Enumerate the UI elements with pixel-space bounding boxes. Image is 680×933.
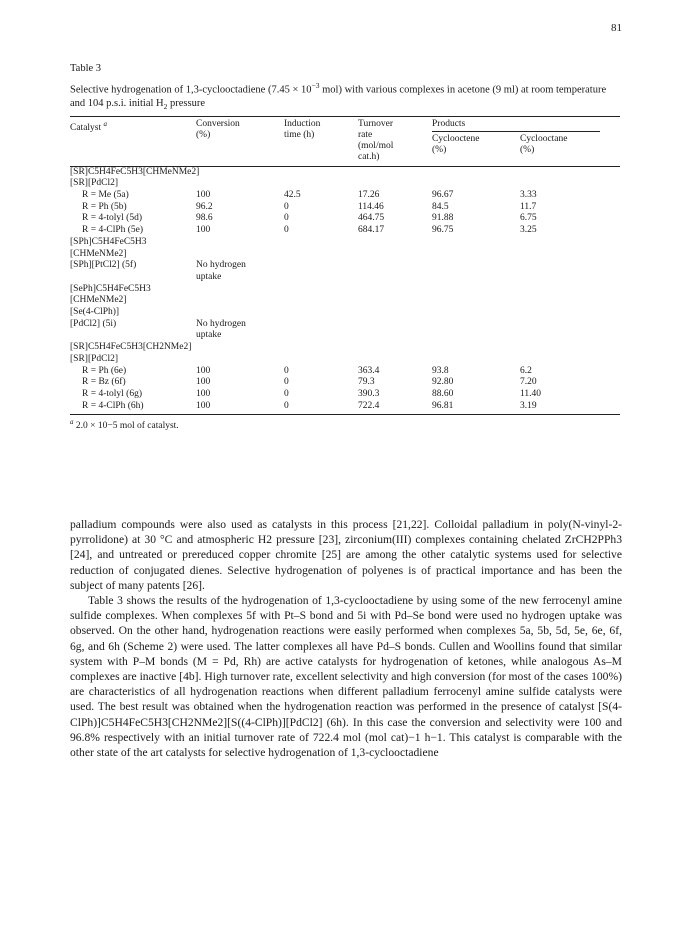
cell-cyclooctane — [520, 342, 620, 365]
cell-cyclooctene — [432, 166, 520, 190]
header-products-label: Products — [432, 119, 600, 132]
cell-conversion: 100 — [196, 388, 211, 399]
cell-turnover: 79.3 — [358, 377, 375, 388]
cell-turnover: 17.26 — [358, 190, 380, 200]
cell-catalyst — [70, 272, 196, 284]
cell-cyclooctane — [520, 284, 620, 296]
cell-induction — [284, 166, 358, 190]
cell-catalyst: R = 4-tolyl (6g) — [82, 388, 142, 399]
cell-induction — [284, 272, 358, 284]
cell-turnover — [358, 166, 432, 190]
cell-catalyst: [SR]C5H4FeC5H3[CH2NMe2][SR][PdCl2] — [70, 342, 192, 364]
cell-catalyst: [SePh]C5H4FeC5H3 — [70, 283, 151, 294]
cell-cyclooctane — [520, 330, 620, 342]
table-row — [70, 260, 620, 272]
cell-cyclooctane: 6.2 — [520, 365, 532, 376]
caption-part3: pressure — [167, 97, 205, 109]
table-row — [70, 389, 620, 401]
cell-induction: 0 — [284, 365, 289, 376]
table-row — [70, 249, 620, 261]
cell-cyclooctene: 93.8 — [432, 365, 449, 376]
cell-conversion — [196, 295, 284, 307]
table-row — [70, 342, 620, 365]
cell-catalyst: [SPh]C5H4FeC5H3 — [70, 236, 147, 247]
cell-conversion — [196, 166, 284, 190]
cell-cyclooctane: 3.25 — [520, 225, 537, 236]
header-cyclooctene: Cyclooctene (%) — [432, 133, 480, 155]
table-row — [70, 307, 620, 319]
table-row — [70, 295, 620, 307]
cell-turnover: 464.75 — [358, 213, 385, 224]
cell-cyclooctene — [432, 284, 520, 296]
cell-induction — [284, 237, 358, 249]
table-label: Table 3 — [70, 63, 102, 74]
cell-catalyst: R = Me (5a) — [82, 190, 129, 200]
cell-conversion: uptake — [196, 330, 222, 341]
cell-cyclooctene — [432, 260, 520, 272]
cell-turnover — [358, 284, 432, 296]
table-row — [70, 366, 620, 378]
caption-subscript: 2 — [163, 101, 168, 111]
cell-turnover: 684.17 — [358, 225, 385, 236]
cell-cyclooctene — [432, 319, 520, 331]
cell-cyclooctane: 6.75 — [520, 213, 537, 224]
cell-conversion — [196, 284, 284, 296]
cell-cyclooctane — [520, 307, 620, 319]
table-row — [70, 330, 620, 342]
cell-induction — [284, 249, 358, 261]
cell-cyclooctane: 3.19 — [520, 400, 537, 411]
table-footnote: $^a$ 2.0 × 10−5 mol of catalyst. — [70, 418, 179, 432]
cell-conversion — [196, 307, 284, 319]
header-induction: Induction time (h) — [284, 118, 321, 140]
cell-catalyst: R = Ph (6e) — [82, 365, 127, 376]
header-turnover: Turnover rate (mol/mol cat.h) — [358, 118, 394, 162]
cell-turnover: 722.4 — [358, 400, 380, 411]
cell-induction: 0 — [284, 377, 289, 388]
header-products — [432, 117, 620, 163]
table-row — [70, 202, 620, 214]
table-row — [70, 166, 620, 190]
cell-catalyst: R = Ph (5b) — [82, 201, 127, 212]
cell-turnover — [358, 295, 432, 307]
table-header-row — [70, 117, 620, 163]
cell-turnover — [358, 272, 432, 284]
cell-induction: 0 — [284, 201, 289, 212]
cell-turnover — [358, 249, 432, 261]
cell-turnover — [358, 307, 432, 319]
paragraph-2: Table 3 shows the results of the hydrogenation of 1,3-cyclooctadiene by using some of the new ferrocenyl amine sulfide complexes. When complexes 5f with Pt–S bond and 5i with Pd–Se bond were used no hydrogen uptake was observed. On the other hand, hydrogenation reactions were easily performed when complexes 5a, 5b, 5d, 5e, 6e, 6f, 6g, and 6h (Scheme 2) were used. The latter complexes all have Pd–S bonds. Cullen and Woollins found that similar system with P–M bonds (M = Pd, Rh) are active catalysts for hydrogenation of ketones, while analogous As–M complexes are inactive [4b]. High turnover rate, excellent selectivity and high conversion (for most of the cases 100%) are characteristics of all hydrogenation reactions when different palladium ferrocenyl amine sulfide catalysts were used. The best result was obtained when the hydrogenation reaction was performed in the presence of catalyst [S(4-ClPh)]C5H4FeC5H3[CH2NMe2][S((4-ClPh)][PdCl2] (6h). In this case the conversion and selectivity were 100 and 96.8% respectively with an initial turnover rate of 722.4 mol (mol cat)−1 h−1. This catalyst is comparable with the other state of the art catalysts for selective hydrogenation of 1,3-cyclooctadiene — [70, 594, 622, 760]
cell-catalyst: [Se(4-ClPh)] — [70, 307, 120, 318]
cell-catalyst: R = Bz (6f) — [82, 377, 126, 388]
body-text — [70, 517, 622, 760]
table-block — [70, 62, 620, 432]
cell-cyclooctane — [520, 249, 620, 261]
cell-cyclooctene — [432, 272, 520, 284]
header-conversion: Conversion (%) — [196, 118, 240, 140]
cell-cyclooctene: 84.5 — [432, 201, 449, 212]
cell-induction — [284, 342, 358, 365]
table-row — [70, 272, 620, 284]
cell-turnover — [358, 237, 432, 249]
cell-conversion: 100 — [196, 365, 211, 376]
cell-cyclooctane: 3.33 — [520, 190, 537, 200]
cell-turnover — [358, 330, 432, 342]
cell-induction: 0 — [284, 400, 289, 411]
cell-conversion: 96.2 — [196, 201, 213, 212]
cell-turnover: 114.46 — [358, 201, 384, 212]
cell-catalyst: [SPh][PtCl2] (5f) — [70, 260, 137, 271]
paragraph-1: palladium compounds were also used as catalysts in this process [21,22]. Colloidal palladium in poly(N-vinyl-2-pyrrolidone) at 30 °C and atmospheric H2 pressure [23], zirconium(III) complexes containing chelated ZrCH2PPh3 [24], and untreated or prereduced copper chromite [25] are among the other catalytic systems used for selective reduction of conjugated dienes. Selective hydrogenation of polyenes is of practical importance and has been the subject of many patents [26]. — [70, 518, 622, 592]
cell-cyclooctene — [432, 330, 520, 342]
table-body — [70, 166, 620, 412]
cell-cyclooctene: 96.67 — [432, 190, 454, 200]
table-row — [70, 401, 620, 413]
cell-conversion: No hydrogen — [196, 260, 246, 271]
caption-part1: Selective hydrogenation of 1,3-cyclooctadiene (7.45 × 10 — [70, 84, 312, 96]
cell-catalyst: [PdCl2] (5i) — [70, 318, 117, 329]
cell-cyclooctane — [520, 272, 620, 284]
cell-conversion: 98.6 — [196, 213, 213, 224]
cell-cyclooctane — [520, 260, 620, 272]
cell-cyclooctane: 7.20 — [520, 377, 537, 388]
cell-cyclooctane — [520, 295, 620, 307]
cell-conversion: 100 — [196, 400, 211, 411]
cell-induction — [284, 284, 358, 296]
table-caption — [70, 79, 620, 113]
cell-cyclooctene: 91.88 — [432, 213, 454, 224]
cell-induction: 0 — [284, 225, 289, 236]
results-table — [70, 117, 620, 416]
cell-catalyst: R = 4-ClPh (5e) — [82, 225, 144, 236]
cell-conversion: 100 — [196, 225, 211, 236]
cell-induction: 0 — [284, 213, 289, 224]
cell-induction — [284, 319, 358, 331]
cell-turnover — [358, 342, 432, 365]
cell-cyclooctane — [520, 237, 620, 249]
cell-conversion — [196, 342, 284, 365]
cell-induction — [284, 295, 358, 307]
table-row — [70, 284, 620, 296]
page-number: 81 — [611, 22, 622, 34]
cell-catalyst: R = 4-ClPh (6h) — [82, 400, 144, 411]
cell-conversion: 100 — [196, 190, 211, 200]
cell-cyclooctene: 96.75 — [432, 225, 454, 236]
cell-conversion — [196, 249, 284, 261]
cell-cyclooctane: 11.7 — [520, 201, 537, 212]
cell-induction: 42.5 — [284, 190, 301, 200]
table-row — [70, 237, 620, 249]
cell-cyclooctene: 96.81 — [432, 400, 454, 411]
cell-turnover — [358, 319, 432, 331]
cell-conversion: uptake — [196, 271, 222, 282]
cell-catalyst: R = 4-tolyl (5d) — [82, 213, 142, 224]
cell-cyclooctene — [432, 307, 520, 319]
header-catalyst: Catalyst $^a$ — [70, 119, 108, 133]
cell-conversion — [196, 237, 284, 249]
table-row — [70, 190, 620, 202]
caption-exponent: −3 — [311, 81, 320, 90]
table-row — [70, 377, 620, 389]
cell-induction: 0 — [284, 388, 289, 399]
cell-turnover — [358, 260, 432, 272]
cell-cyclooctane — [520, 319, 620, 331]
cell-conversion: No hydrogen — [196, 318, 246, 329]
table-bottom-rule — [70, 412, 620, 415]
cell-catalyst: [CHMeNMe2] — [70, 295, 127, 306]
cell-induction — [284, 307, 358, 319]
table-row — [70, 225, 620, 237]
header-cyclooctane: Cyclooctane (%) — [520, 133, 568, 155]
cell-catalyst: [CHMeNMe2] — [70, 248, 127, 259]
cell-cyclooctene — [432, 342, 520, 365]
cell-cyclooctene — [432, 237, 520, 249]
cell-cyclooctane: 11.40 — [520, 388, 542, 399]
cell-cyclooctene: 88.60 — [432, 388, 454, 399]
cell-catalyst — [70, 330, 196, 342]
cell-induction — [284, 260, 358, 272]
cell-conversion: 100 — [196, 377, 211, 388]
cell-induction — [284, 330, 358, 342]
cell-cyclooctene — [432, 295, 520, 307]
table-row — [70, 319, 620, 331]
cell-cyclooctene: 92.80 — [432, 377, 454, 388]
cell-cyclooctene — [432, 249, 520, 261]
cell-turnover: 363.4 — [358, 365, 380, 376]
table-row — [70, 213, 620, 225]
caption-part2: mol) with various complexes in acetone (9 ml) at room temperature and 104 p.s.i. initial H — [70, 84, 607, 109]
cell-catalyst: [SR]C5H4FeC5H3[CHMeNMe2][SR][PdCl2] — [70, 166, 200, 189]
cell-cyclooctane — [520, 166, 620, 190]
cell-turnover: 390.3 — [358, 388, 380, 399]
